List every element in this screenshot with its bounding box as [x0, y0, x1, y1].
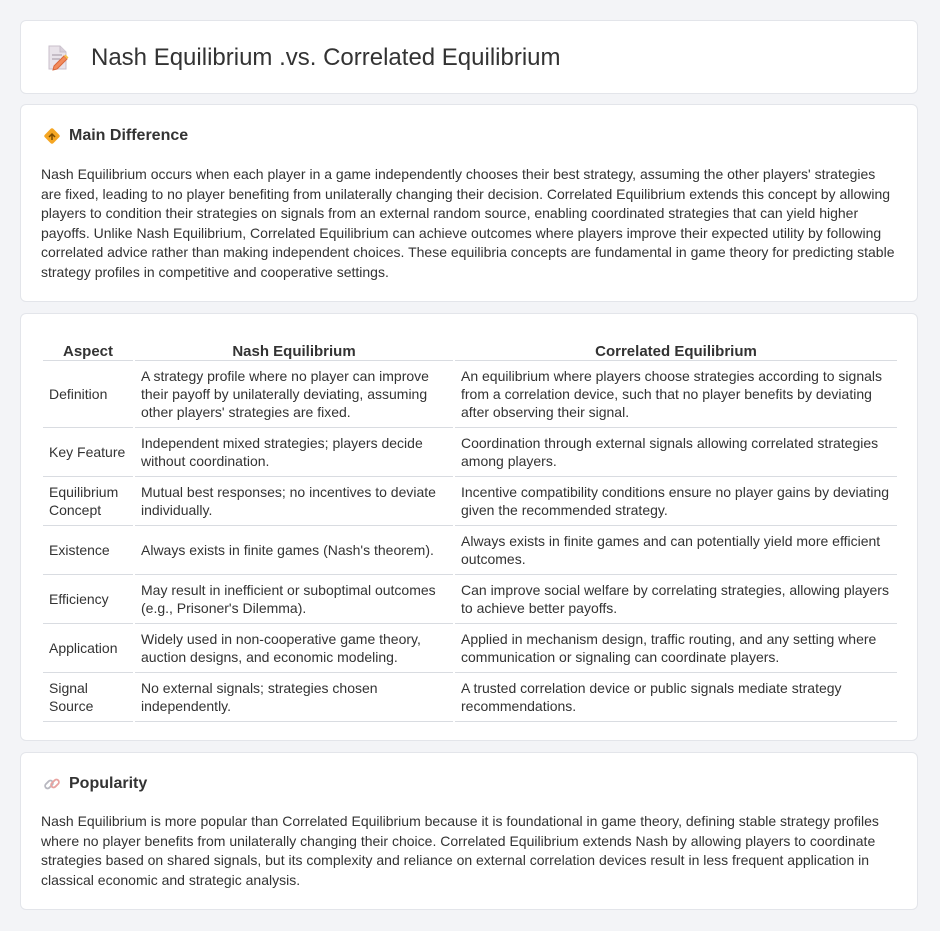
row-aspect: Definition [43, 361, 133, 428]
header-card [20, 20, 918, 94]
main-difference-card [20, 104, 918, 302]
page-title: Nash Equilibrium .vs. Correlated Equilibrium [91, 44, 561, 71]
row-correlated: Incentive compatibility conditions ensure no player gains by deviating given the recommended strategy. [455, 477, 897, 526]
header-nash: Nash Equilibrium [135, 334, 453, 361]
row-nash: May result in inefficient or suboptimal outcomes (e.g., Prisoner's Dilemma). [135, 575, 453, 624]
comparison-card [20, 313, 918, 741]
table-row [43, 428, 897, 477]
main-difference-heading [43, 127, 188, 145]
table-row [43, 673, 897, 722]
row-aspect: Equilibrium Concept [43, 477, 133, 526]
diamond-signpost-icon [43, 127, 61, 145]
header-correlated: Correlated Equilibrium [455, 334, 897, 361]
title-row [45, 43, 561, 73]
row-correlated: Coordination through external signals allowing correlated strategies among players. [455, 428, 897, 477]
table-row [43, 526, 897, 575]
table-header-row [43, 334, 897, 361]
main-difference-title: Main Difference [69, 127, 189, 144]
row-correlated: Always exists in finite games and can potentially yield more efficient outcomes. [455, 526, 897, 575]
link-icon [43, 775, 61, 793]
row-correlated: A trusted correlation device or public signals mediate strategy recommendations. [455, 673, 897, 722]
row-correlated: Applied in mechanism design, traffic routing, and any setting where communication or signaling can coordinate players. [455, 624, 897, 673]
row-correlated: Can improve social welfare by correlating strategies, allowing players to achieve better payoffs. [455, 575, 897, 624]
header-aspect: Aspect [43, 334, 133, 361]
main-difference-text: Nash Equilibrium occurs when each player in a game independently chooses their best strategy, assuming the other players' strategies are fixed, leading to no player benefiting from unilaterally changing their decision. Correlated Equilibrium extends this concept by allowing players to condition their strategies on signals from an external random source, enabling coordinated strategies that can yield higher payoffs. Unlike Nash Equilibrium, Correlated Equilibrium can achieve outcomes where players improve their expected utility by following correlated advice rather than making independent choices. These equilibria concepts are fundamental in game theory for predicting stable strategy profiles in competitive and cooperative settings. [41, 166, 895, 280]
row-nash: Always exists in finite games (Nash's theorem). [135, 526, 453, 575]
row-nash: A strategy profile where no player can improve their payoff by unilaterally deviating, assuming other players' strategies are fixed. [135, 361, 453, 428]
row-nash: Mutual best responses; no incentives to deviate individually. [135, 477, 453, 526]
popularity-title: Popularity [69, 775, 148, 792]
row-aspect: Efficiency [43, 575, 133, 624]
popularity-text: Nash Equilibrium is more popular than Correlated Equilibrium because it is foundational in game theory, defining stable strategy profiles where no player benefits from unilaterally changing their choice. Correlated Equilibrium extends Nash by allowing players to coordinate strategies based on shared signals, but its complexity and reliance on external correlation devices result in less frequent application in classical economic and strategic analysis. [41, 813, 879, 888]
row-correlated: An equilibrium where players choose strategies according to signals from a correlation device, such that no player benefits by deviating after observing their signal. [455, 361, 897, 428]
table-row [43, 575, 897, 624]
row-aspect: Existence [43, 526, 133, 575]
popularity-heading [43, 775, 147, 793]
table-row [43, 477, 897, 526]
row-aspect: Key Feature [43, 428, 133, 477]
row-nash: Widely used in non-cooperative game theory, auction designs, and economic modeling. [135, 624, 453, 673]
table-row [43, 624, 897, 673]
row-aspect: Signal Source [43, 673, 133, 722]
comparison-table [41, 334, 899, 722]
row-nash: No external signals; strategies chosen independently. [135, 673, 453, 722]
table-row [43, 361, 897, 428]
row-aspect: Application [43, 624, 133, 673]
popularity-card [20, 752, 918, 910]
row-nash: Independent mixed strategies; players decide without coordination. [135, 428, 453, 477]
document-pencil-icon [45, 44, 71, 72]
